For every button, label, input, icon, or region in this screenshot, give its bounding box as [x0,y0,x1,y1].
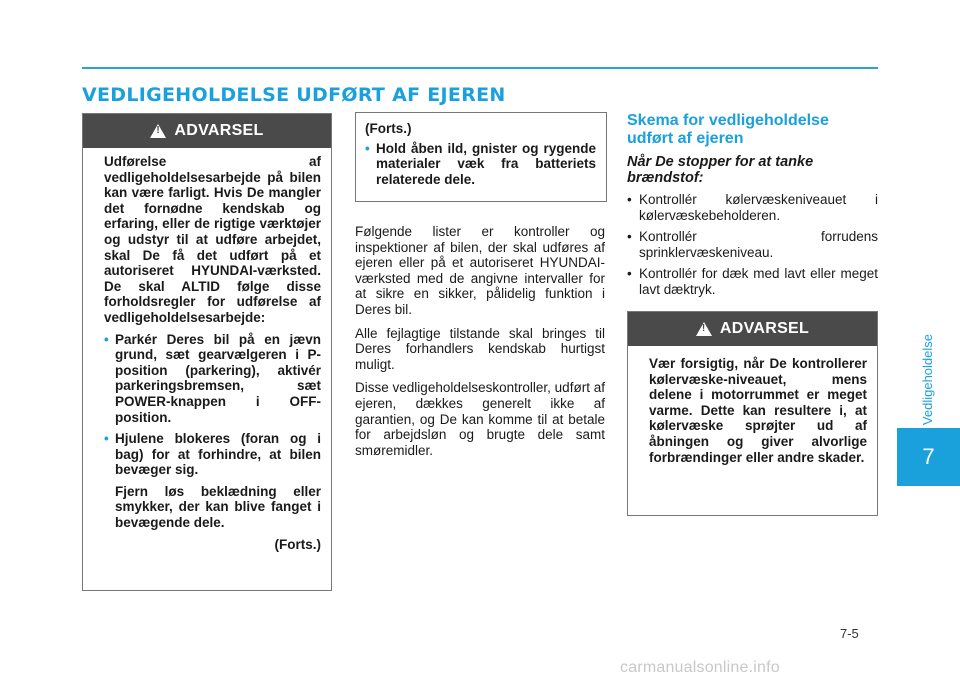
warning-header-label: ADVARSEL [174,122,264,139]
warning-triangle-icon [150,124,166,138]
top-rule [82,67,878,69]
warning-triangle-icon [696,322,712,336]
warning-text: Vær forsigtig, når De kontrollerer kølervæske-niveauet, mens delene i motorrummet er meget varme. Dette kan resultere i, at kølervæske sprøjter ud af åbningen og giver alvorlige forbrændinger eller andre skader. [649,356,867,465]
warning-body [83,148,331,560]
watermark: carmanualsonline.info [620,659,780,676]
middle-column [355,224,605,466]
chapter-side-label: Vedligeholdelse [920,334,935,426]
continued-label: (Forts.) [274,536,321,552]
warning-intro: Udførelse af vedligeholdelsesarbejde på bilen kan være farligt. Hvis De mangler det fornødne kendskab og erfaring, eller de rigtige værktøjer og udstyr til at udføre arbejdet, skal De få det udført på et autoriseret HYUNDAI-værksted. De skal ALTID følge disse forholdsregler for udførelse af vedligeholdelsesarbejde: [104,154,321,325]
continued-body [356,113,606,195]
schedule-title: Skema for vedligeholdelse udført af ejeren [627,112,829,147]
paragraph: Disse vedligeholdelseskontroller, udført af ejeren, dækkes generelt ikke af garantien, og De kan komme til at betale for arbejdsløn og brugte dele samt smøremidler. [355,380,605,458]
warning-box-main [82,113,332,591]
warning-header [83,114,331,148]
chapter-tab: 7 [897,428,960,486]
list-item: • Kontrollér kølervæskeniveauet i kølervæskebeholderen. [627,192,878,223]
list-item: • Kontrollér forrudens sprinklervæskeniveau. [627,229,878,260]
right-column [627,112,878,304]
warning-bullet: • Hjulene blokeres (foran og i bag) for at forhindre, at bilen bevæger sig. [104,431,321,478]
schedule-subtitle: Når De stopper for at tanke brændstof: [627,154,814,186]
warning-box-coolant [627,311,878,516]
page-number: 7-5 [840,626,859,641]
continued-bullet: • Hold åben ild, gnister og rygende materialer væk fra batteriets relaterede dele. [365,141,596,188]
paragraph: Alle fejlagtige tilstande skal bringes til Deres forhandlers kendskab hurtigst muligt. [355,325,605,372]
warning-body [628,346,877,473]
warning-header-label: ADVARSEL [719,320,810,337]
section-title: VEDLIGEHOLDELSE UDFØRT AF EJEREN [82,84,506,106]
warning-header [628,312,877,346]
warning-extra: Fjern løs beklædning eller smykker, der kan blive fanget i bevægende dele. [115,483,321,531]
paragraph: Følgende lister er kontroller og inspektioner af bilen, der skal udføres af ejeren eller på et autoriseret HYUNDAI-værksted med de angivne intervaller for at sikre en sikker, pålidelig funktion i Deres bil. [355,224,605,317]
warning-bullet: • Parkér Deres bil på en jævn grund, sæt gearvælgeren i P-position (parkering), aktivér parkeringsbremsen, sæt POWER-knappen i OFF-position. [104,332,321,426]
list-item: • Kontrollér for dæk med lavt eller meget lavt dæktryk. [627,266,878,297]
continued-header: (Forts.) [365,121,412,136]
continued-box [355,112,607,202]
